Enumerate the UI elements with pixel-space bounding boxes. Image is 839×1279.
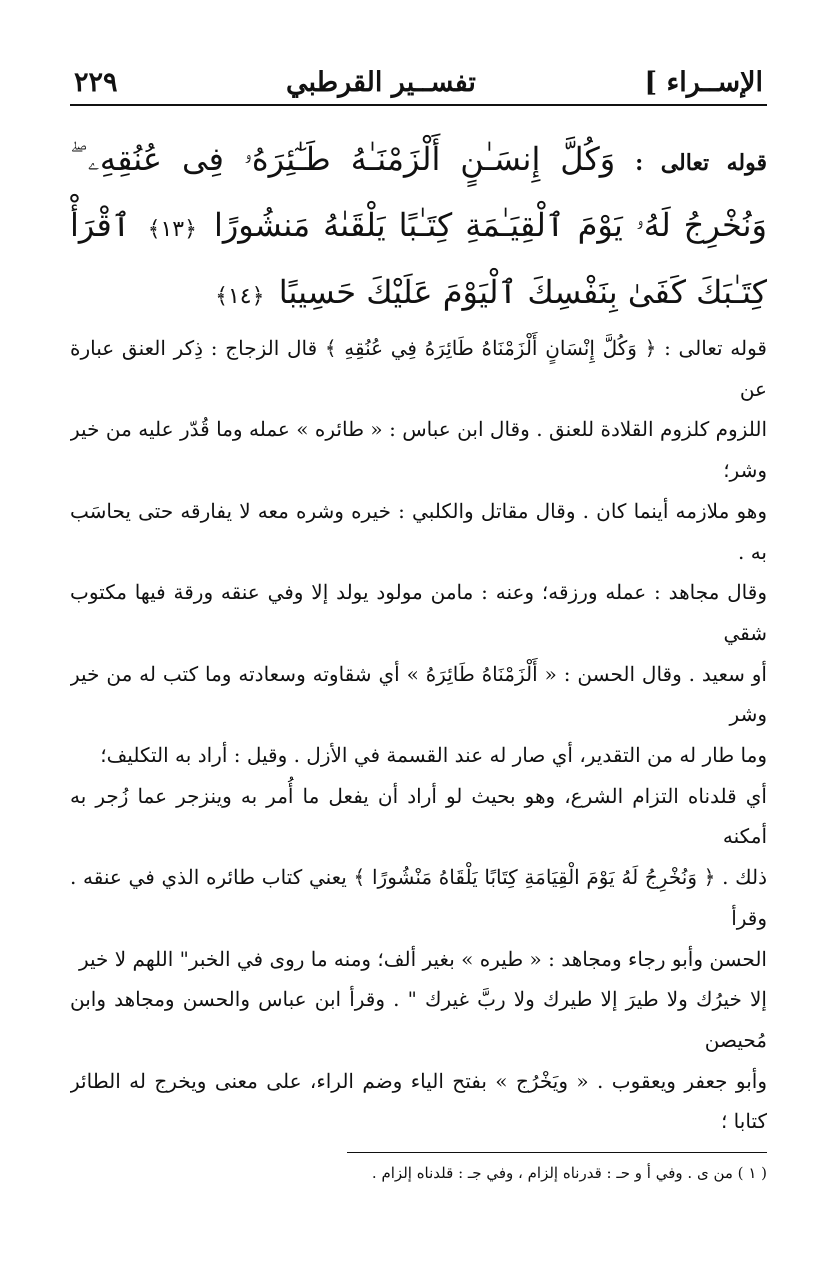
commentary-line: أي قلدناه التزام الشرع، وهو بحيث لو أراد أن يفعل ما أُمر به وينزجر عما زُجر به أمكنه bbox=[70, 783, 767, 849]
footnote-divider bbox=[347, 1152, 767, 1153]
verse-intro: قوله تعالى : bbox=[635, 150, 767, 176]
commentary-line: وما طار له من التقدير، أي صار له عند القسمة في الأزل . وقيل : أراد به التكليف؛ bbox=[100, 743, 767, 768]
commentary-line: قوله تعالى : ﴿ وَكُلَّ إِنْسَانٍ أَلْزَمْنَاهُ طَائِرَهُ فِي عُنُقِهِ ﴾ قال الزجاج : ذِكر العنق عبارة عن bbox=[70, 336, 767, 401]
commentary-line: وقال مجاهد : عمله ورزقه؛ وعنه : مامن مولود يولد إلا وفي عنقه ورقة فيها مكتوب شقي bbox=[70, 580, 767, 645]
page-number: ٢٢٩ bbox=[74, 67, 118, 98]
book-title: تفســير القرطبي bbox=[285, 67, 476, 98]
commentary-line: ذلك . ﴿ وَنُخْرِجُ لَهُ يَوْمَ الْقِيَامَةِ كِتَابًا يَلْقَاهُ مَنْشُورًا ﴾ يعني كتاب طائره الذي في عنقه . وقرأ bbox=[70, 865, 767, 930]
commentary-line: اللزوم كلزوم القلادة للعنق . وقال ابن عباس : « طائره » عمله وما قُدّر عليه من خير وشر؛ bbox=[70, 417, 767, 483]
commentary-text bbox=[70, 328, 767, 1142]
surah-name: الإســراء ] bbox=[644, 67, 763, 98]
commentary-line: وأبو جعفر ويعقوب . « ويَخْرُج » بفتح الياء وضم الراء، على معنى ويخرج له الطائر كتابا ؛ bbox=[70, 1068, 767, 1134]
ayah-number-13: ﴿١٣﴾ bbox=[147, 217, 197, 242]
commentary-line: إلا خيرُك ولا طيرَ إلا طيرك ولا ربَّ غيرك " . وقرأ ابن عباس والحسن ومجاهد وابن مُحيصن bbox=[70, 987, 767, 1052]
commentary-line: أو سعيد . وقال الحسن : « أَلْزَمْنَاهُ طَائِرَهُ » أي شقاوته وسعادته وما كتب له من خير وشر bbox=[70, 661, 767, 727]
quran-verse bbox=[70, 128, 767, 314]
commentary-line: الحسن وأبو رجاء ومجاهد : « طيره » بغير ألف؛ ومنه ما روى في الخبر" اللهم لا خير bbox=[78, 946, 767, 971]
commentary-line: وهو ملازمه أينما كان . وقال مقاتل والكلبي : خيره وشره معه لا يفارقه حتى يحاسَب به . bbox=[70, 498, 767, 564]
page-header bbox=[70, 58, 767, 106]
verse-text-14: ٱقْرَأْ كِتَـٰبَكَ كَفَىٰ بِنَفْسِكَ ٱلْيَوْمَ عَلَيْكَ حَسِيبًا bbox=[70, 206, 767, 311]
footnote: ( ١ ) من ى . وفي أ و حـ : قدرناه إلزام ، وفي جـ : قلدناه إلزام . bbox=[371, 1164, 767, 1182]
verse-text-13: وَكُلَّ إِنسَـٰنٍ أَلْزَمْنَـٰهُ طَـٰٓئِرَهُۥ فِى عُنُقِهِۦ ۖ وَنُخْرِجُ لَهُۥ يَوْمَ ٱلْقِيَـٰمَةِ كِتَـٰبًا يَلْقَىٰهُ مَنشُورًا bbox=[70, 140, 768, 244]
ayah-number-14: ﴿١٤﴾ bbox=[215, 284, 265, 309]
